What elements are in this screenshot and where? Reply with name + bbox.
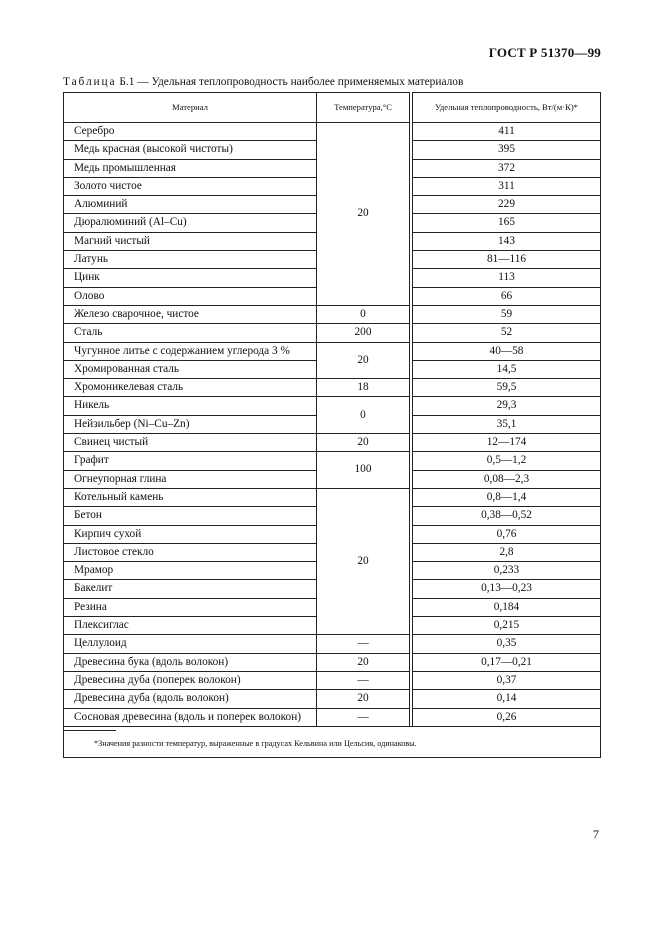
conductivity-cell: 0,26 <box>413 708 601 726</box>
conductivity-cell: 81—116 <box>413 251 601 269</box>
temperature-cell: 20 <box>317 653 410 671</box>
material-cell: Мрамор <box>64 562 317 580</box>
header-temperature: Температура,°С <box>317 93 410 123</box>
material-cell: Олово <box>64 287 317 305</box>
conductivity-cell: 0,35 <box>413 635 601 653</box>
caption-text: — Удельная теплопроводность наиболее применяемых материалов <box>137 76 464 88</box>
material-cell: Медь промышленная <box>64 159 317 177</box>
conductivity-cell: 0,233 <box>413 562 601 580</box>
conductivity-cell: 165 <box>413 214 601 232</box>
material-cell: Огнеупорная глина <box>64 470 317 488</box>
material-cell: Хромированная сталь <box>64 360 317 378</box>
table-body <box>64 123 601 727</box>
temperature-cell: 20 <box>317 123 410 306</box>
material-cell: Котельный камень <box>64 488 317 506</box>
material-cell: Хромоникелевая сталь <box>64 379 317 397</box>
conductivity-cell: 12—174 <box>413 434 601 452</box>
material-cell: Листовое стекло <box>64 543 317 561</box>
conductivity-cell: 0,13—0,23 <box>413 580 601 598</box>
material-cell: Свинец чистый <box>64 434 317 452</box>
material-cell: Древесина дуба (вдоль волокон) <box>64 690 317 708</box>
conductivity-cell: 0,8—1,4 <box>413 488 601 506</box>
material-cell: Латунь <box>64 251 317 269</box>
standard-designation: ГОСТ Р 51370—99 <box>488 45 601 60</box>
table-row <box>64 342 601 360</box>
material-cell: Нейзильбер (Ni–Cu–Zn) <box>64 415 317 433</box>
temperature-cell: 0 <box>317 397 410 434</box>
conductivity-table <box>63 92 601 758</box>
table-header-row <box>64 93 601 123</box>
material-cell: Плексиглас <box>64 617 317 635</box>
table-footnote-row <box>64 726 601 757</box>
material-cell: Медь красная (высокой чистоты) <box>64 141 317 159</box>
footnote-cell <box>64 726 601 757</box>
material-cell: Сталь <box>64 324 317 342</box>
temperature-cell: 20 <box>317 488 410 634</box>
table-row <box>64 434 601 452</box>
material-cell: Чугунное литье с содержанием углерода 3 % <box>64 342 317 360</box>
conductivity-cell: 66 <box>413 287 601 305</box>
material-cell: Резина <box>64 598 317 616</box>
material-cell: Никель <box>64 397 317 415</box>
table-row <box>64 379 601 397</box>
conductivity-cell: 113 <box>413 269 601 287</box>
conductivity-cell: 0,37 <box>413 671 601 689</box>
material-cell: Магний чистый <box>64 232 317 250</box>
temperature-cell: — <box>317 671 410 689</box>
material-cell: Дюралюминий (Al–Cu) <box>64 214 317 232</box>
conductivity-cell: 0,76 <box>413 525 601 543</box>
temperature-cell: 200 <box>317 324 410 342</box>
header-conductivity: Удельная теплопроводность, Вт/(м·К)* <box>413 93 601 123</box>
table-row <box>64 690 601 708</box>
footnote-rule <box>64 730 116 731</box>
conductivity-cell: 0,38—0,52 <box>413 507 601 525</box>
conductivity-cell: 0,215 <box>413 617 601 635</box>
conductivity-cell: 14,5 <box>413 360 601 378</box>
temperature-cell: 20 <box>317 434 410 452</box>
table-row <box>64 488 601 506</box>
conductivity-cell: 0,17—0,21 <box>413 653 601 671</box>
temperature-cell: 20 <box>317 690 410 708</box>
table-row <box>64 324 601 342</box>
temperature-cell: 18 <box>317 379 410 397</box>
material-cell: Бакелит <box>64 580 317 598</box>
material-cell: Золото чистое <box>64 177 317 195</box>
conductivity-cell: 52 <box>413 324 601 342</box>
conductivity-cell: 395 <box>413 141 601 159</box>
temperature-cell: — <box>317 708 410 726</box>
caption-prefix: Таблица <box>63 76 117 88</box>
conductivity-cell: 0,14 <box>413 690 601 708</box>
conductivity-cell: 0,08—2,3 <box>413 470 601 488</box>
page-number: 7 <box>593 827 599 841</box>
conductivity-cell: 59 <box>413 305 601 323</box>
temperature-cell: — <box>317 635 410 653</box>
table-caption <box>63 76 463 88</box>
table-row <box>64 653 601 671</box>
table-row <box>64 305 601 323</box>
temperature-cell: 20 <box>317 342 410 379</box>
material-cell: Кирпич сухой <box>64 525 317 543</box>
material-cell: Бетон <box>64 507 317 525</box>
conductivity-cell: 0,5—1,2 <box>413 452 601 470</box>
header-material: Материал <box>64 93 317 123</box>
conductivity-cell: 35,1 <box>413 415 601 433</box>
material-cell: Сосновая древесина (вдоль и поперек волокон) <box>64 708 317 726</box>
conductivity-cell: 40—58 <box>413 342 601 360</box>
material-cell: Графит <box>64 452 317 470</box>
caption-number: Б.1 <box>119 76 135 88</box>
material-cell: Алюминий <box>64 196 317 214</box>
material-cell: Древесина бука (вдоль волокон) <box>64 653 317 671</box>
conductivity-cell: 311 <box>413 177 601 195</box>
temperature-cell: 0 <box>317 305 410 323</box>
table-footnote: *Значения разности температур, выраженные в градусах Кельвина или Цельсия, одинаковы. <box>94 738 417 748</box>
table-row <box>64 123 601 141</box>
conductivity-cell: 0,184 <box>413 598 601 616</box>
conductivity-cell: 411 <box>413 123 601 141</box>
conductivity-cell: 2,8 <box>413 543 601 561</box>
material-cell: Древесина дуба (поперек волокон) <box>64 671 317 689</box>
table-row <box>64 635 601 653</box>
table-row <box>64 452 601 470</box>
material-cell: Целлулоид <box>64 635 317 653</box>
conductivity-cell: 229 <box>413 196 601 214</box>
conductivity-cell: 143 <box>413 232 601 250</box>
table-row <box>64 671 601 689</box>
material-cell: Цинк <box>64 269 317 287</box>
temperature-cell: 100 <box>317 452 410 489</box>
table-row <box>64 708 601 726</box>
conductivity-cell: 372 <box>413 159 601 177</box>
table-row <box>64 397 601 415</box>
material-cell: Серебро <box>64 123 317 141</box>
conductivity-cell: 59,5 <box>413 379 601 397</box>
material-cell: Железо сварочное, чистое <box>64 305 317 323</box>
conductivity-cell: 29,3 <box>413 397 601 415</box>
